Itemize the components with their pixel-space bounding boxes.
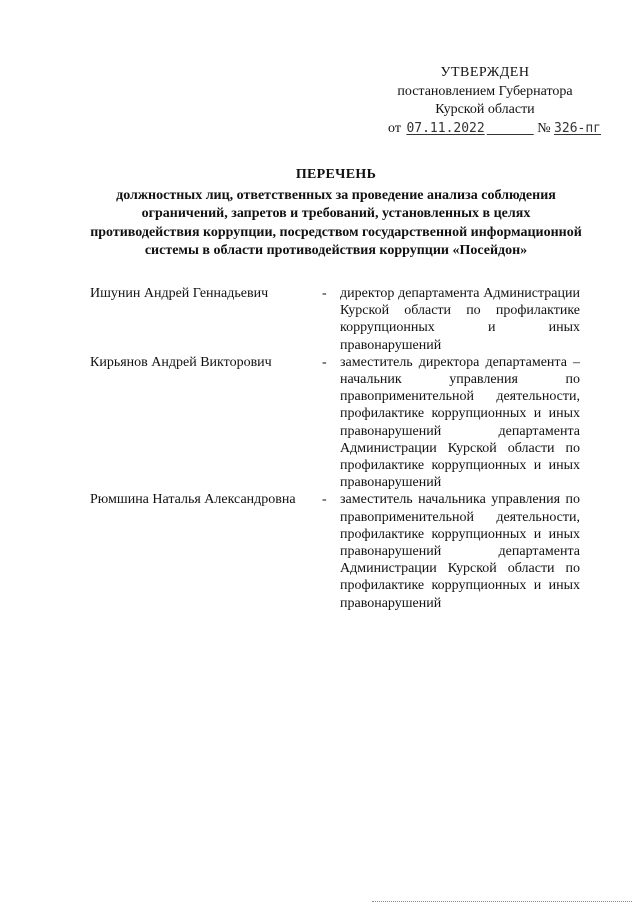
- approval-number: 326-пг: [554, 120, 602, 136]
- approval-date: 07.11.2022: [406, 120, 485, 136]
- approval-title: УТВЕРЖДЕН: [440, 65, 530, 80]
- page-edge-mark: [372, 901, 632, 903]
- approval-block: [380, 64, 602, 138]
- official-entry: [90, 354, 590, 492]
- date-prefix: от: [388, 120, 401, 136]
- approval-date-line: [388, 120, 602, 139]
- official-position: заместитель начальника управления по правоприменительной деятельности, профилактике коррупционных и иных правонарушений департамента Администрации Курской области по профилактике коррупционных и иных правонарушений: [340, 492, 580, 611]
- document-subtitle: должностных лиц, ответственных за проведение анализа соблюдения ограничений, запретов и требований, установленных в целях противодействия коррупции, посредством государственной информационной системы в области противодействия коррупции «Посейдон»: [90, 187, 582, 258]
- officials-list: [90, 285, 590, 612]
- official-position: директор департамента Администрации Курской области по профилактике коррупционных и иных правонарушений: [340, 286, 580, 353]
- official-name: Рюмшина Наталья Александровна: [90, 492, 296, 508]
- approval-region: Курской области: [435, 102, 535, 117]
- official-name: Ишунин Андрей Геннадьевич: [90, 286, 269, 301]
- document-heading: ПЕРЕЧЕНЬ: [295, 167, 377, 182]
- entry-dash: -: [322, 286, 327, 301]
- official-position: заместитель директора департамента – начальник управления по правоприменительной деятельности, профилактике коррупционных и иных правонарушений департамента Администрации Курской области по профилактике коррупционных и иных правонарушений: [340, 354, 580, 491]
- official-name: Кирьянов Андрей Викторович: [90, 354, 272, 370]
- number-prefix: №: [537, 120, 551, 136]
- official-entry: [90, 491, 590, 611]
- document-title-block: [86, 166, 586, 261]
- entry-dash: -: [322, 492, 327, 508]
- approval-authority: постановлением Губернатора: [397, 83, 573, 99]
- entry-dash: -: [322, 354, 327, 370]
- official-entry: [90, 285, 590, 354]
